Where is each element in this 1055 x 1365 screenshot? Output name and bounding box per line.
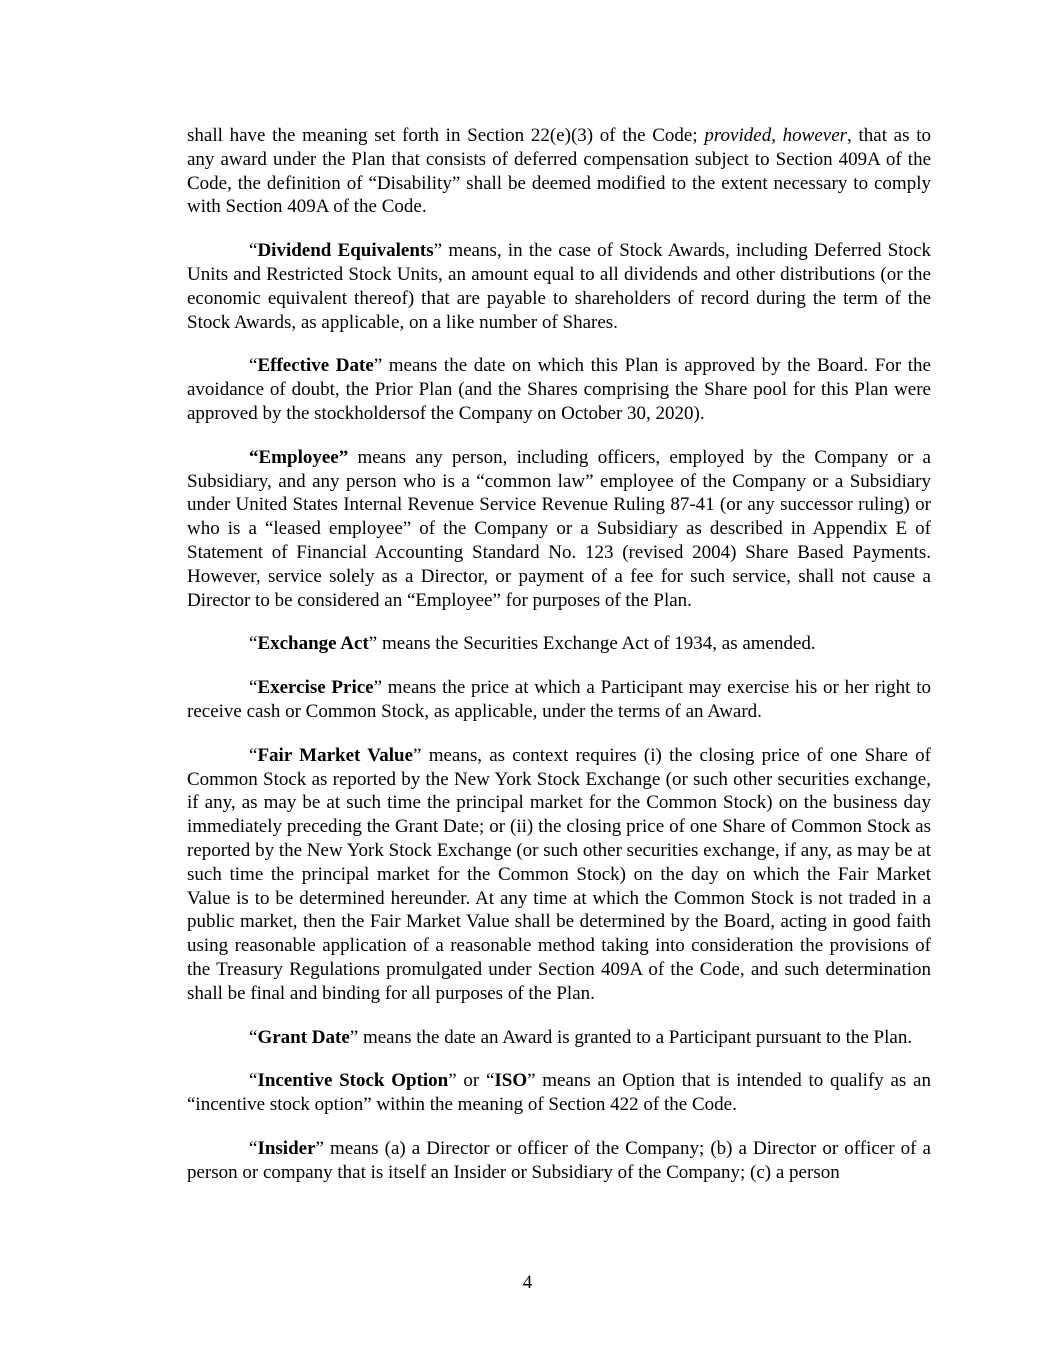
defined-term: Fair Market Value [257,744,414,766]
document-body [187,124,931,1204]
page-number: 4 [522,1272,533,1293]
definition-effective-date: “Effective Date” means the date on which this Plan is approved by the Board. For the avoidance of doubt, the Prior Plan (and the Shares comprising the Share pool for this Plan were approved by the stockholdersof the Company on October 30, 2020). [187,355,931,424]
defined-term: Grant Date [257,1026,350,1048]
definition-exchange-act: “Exchange Act” means the Securities Exchange Act of 1934, as amended. [249,633,816,655]
defined-term: Exercise Price [257,677,374,699]
definition-employee: “Employee” means any person, including officers, employed by the Company or a Subsidiary, and any person who is a “common law” employee of the Company or a Subsidiary under United States Internal Revenue Service Revenue Ruling 87-41 (or any successor ruling) or who is a “leased employee” of the Company or a Subsidiary as described in Appendix E of Statement of Financial Accounting Standard No. 123 (revised 2004) Share Based Payments. However, service solely as a Director, or payment of a fee for such service, shall not cause a Director to be considered an “Employee” for purposes of the Plan. [187,446,931,611]
defined-term: Exchange Act [257,633,369,655]
defined-term: Incentive Stock Option [257,1070,449,1092]
definition-grant-date: “Grant Date” means the date an Award is granted to a Participant pursuant to the Plan. [249,1026,913,1048]
defined-term: Dividend Equivalents [257,240,434,262]
definition-incentive-stock-option: “Incentive Stock Option” or “ISO” means an Option that is intended to qualify as an “incentive stock option” within the meaning of Section 422 of the Code. [187,1070,931,1116]
definition-insider: “Insider” means (a) a Director or officer of the Company; (b) a Director or officer of a person or company that is itself an Insider or Subsidiary of the Company; (c) a person [187,1137,931,1183]
defined-term: “Employee” [249,446,349,468]
provided-however: provided, however [704,125,848,146]
defined-term-abbrev: ISO [494,1070,528,1092]
definition-dividend-equivalents: “Dividend Equivalents” means, in the case of Stock Awards, including Deferred Stock Units and Restricted Stock Units, an amount equal to all dividends and other distributions (or the economic equivalent thereof) that are payable to shareholders of record during the term of the Stock Awards, as applicable, on a like number of Shares. [187,240,932,333]
disability-continuation: shall have the meaning set forth in Section 22(e)(3) of the Code; provided, however, that as to any award under the Plan that consists of deferred compensation subject to Section 409A of the Code, the definition of “Disability” shall be deemed modified to the extent necessary to comply with Section 409A of the Code. [187,125,931,218]
defined-term: Insider [257,1137,316,1159]
definition-fair-market-value: “Fair Market Value” means, as context requires (i) the closing price of one Share of Common Stock as reported by the New York Stock Exchange (or such other securities exchange, if any, as may be at such time the principal market for the Common Stock) on the business day immediately preceding the Grant Date; or (ii) the closing price of one Share of Common Stock as reported by the New York Stock Exchange (or such other securities exchange, if any, as may be at such time the principal market for the Common Stock) on the day on which the Fair Market Value is to be determined hereunder. At any time at which the Common Stock is not traded in a public market, then the Fair Market Value shall be determined by the Board, acting in good faith using reasonable application of a reasonable method taking into consideration the provisions of the Treasury Regulations promulgated under Section 409A of the Code, and such determination shall be final and binding for all purposes of the Plan. [187,744,931,1004]
definition-exercise-price: “Exercise Price” means the price at which a Participant may exercise his or her right to receive cash or Common Stock, as applicable, under the terms of an Award. [187,677,931,722]
defined-term: Effective Date [257,355,374,377]
